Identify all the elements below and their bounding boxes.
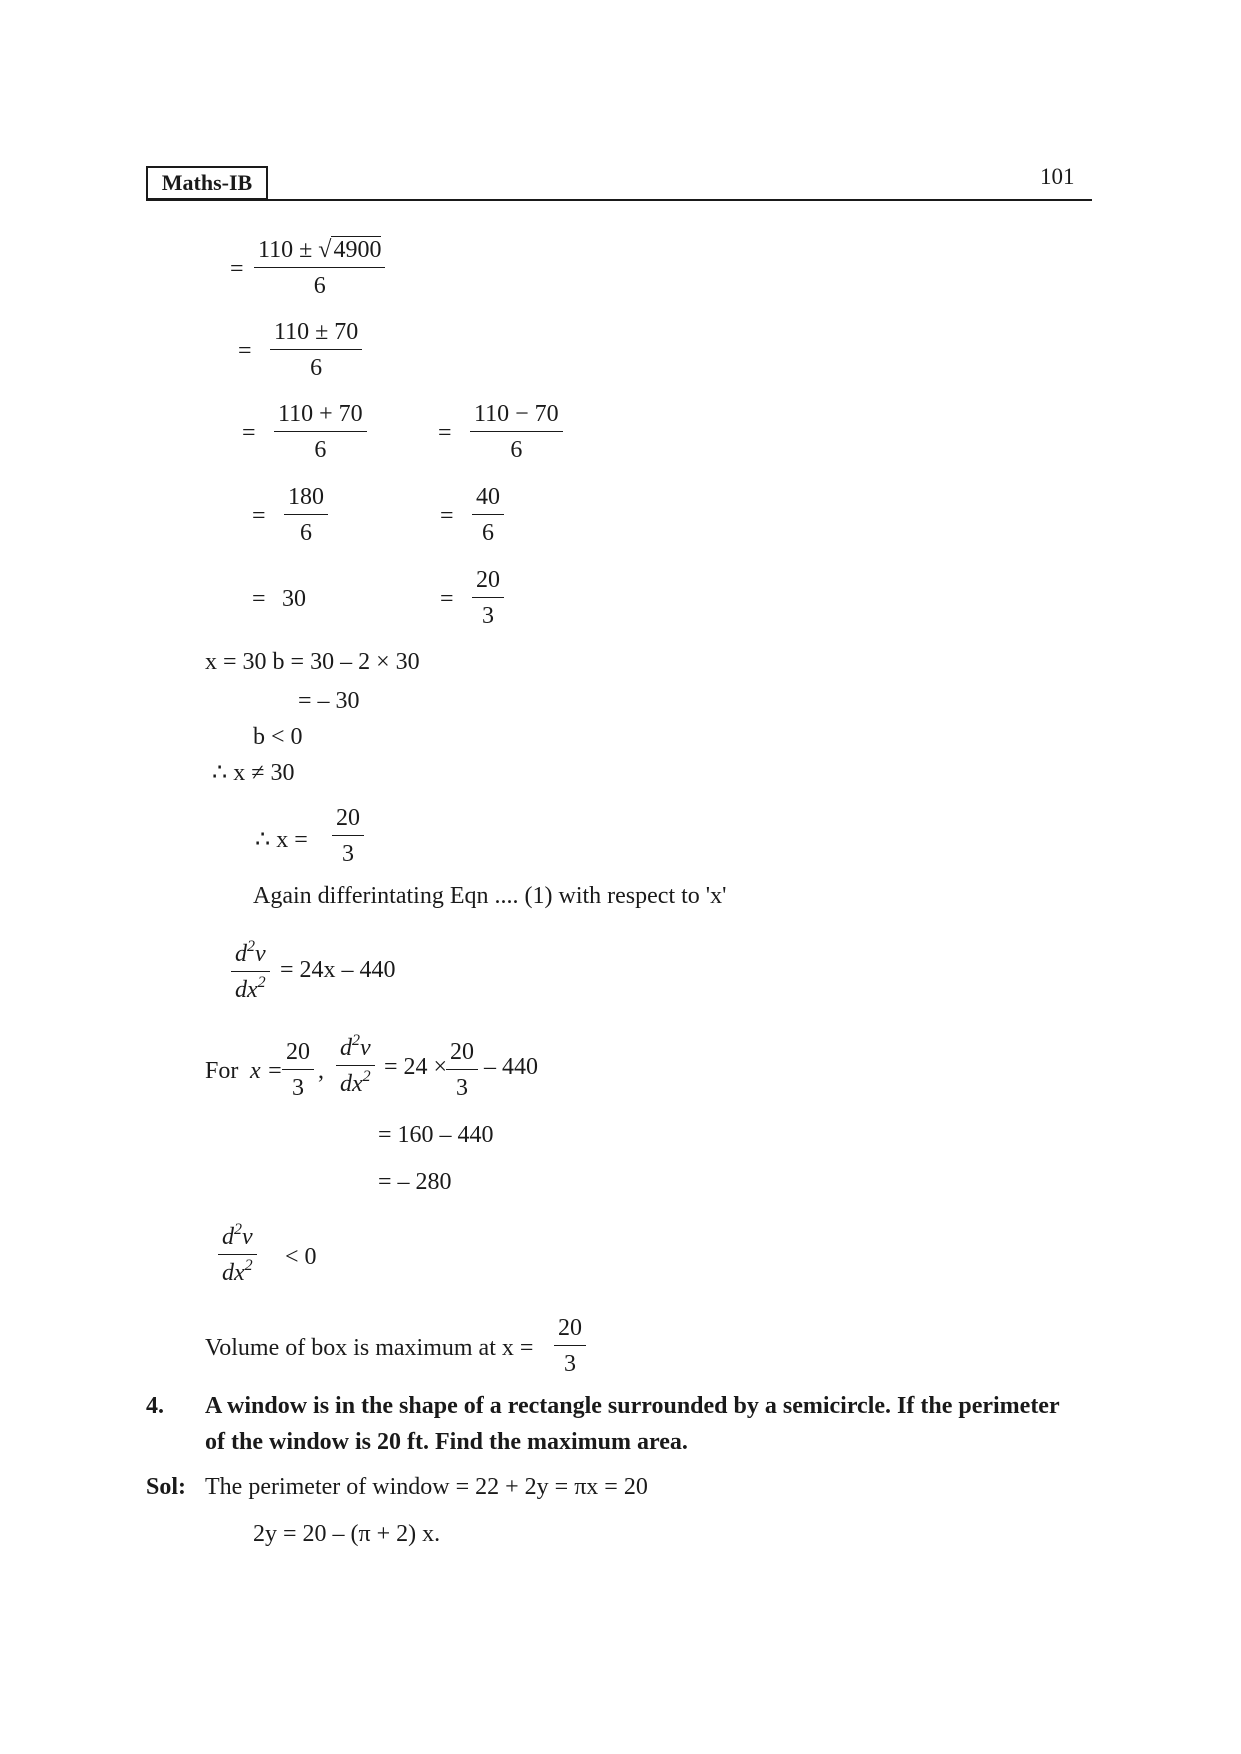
- dx-symbol: dx: [235, 977, 258, 1003]
- equals-sign: =: [242, 420, 256, 446]
- fraction: [270, 318, 362, 382]
- fraction: [282, 1038, 314, 1102]
- numerator: 180: [284, 483, 328, 515]
- equals-sign: =: [230, 256, 244, 282]
- exponent: 2: [257, 974, 266, 991]
- comma: ,: [318, 1058, 324, 1084]
- d-symbol: d: [340, 1035, 352, 1061]
- problem-number: 4.: [146, 1393, 164, 1419]
- d-symbol: d: [222, 1224, 234, 1250]
- solution-label: Sol:: [146, 1474, 187, 1500]
- equals-sign: =: [438, 420, 452, 446]
- v-symbol: v: [360, 1035, 371, 1061]
- x-equals: x =: [250, 1058, 283, 1084]
- check-line-2: = – 30: [298, 688, 360, 714]
- numerator: 110 + 70: [274, 400, 367, 432]
- v-symbol: v: [255, 941, 266, 967]
- result-text: Volume of box is maximum at x =: [205, 1335, 534, 1361]
- equals-sign: =: [440, 586, 454, 612]
- numerator: 20: [554, 1314, 586, 1346]
- numerator: 20: [282, 1038, 314, 1070]
- denominator: 6: [314, 437, 327, 463]
- denominator: 6: [310, 355, 323, 381]
- check-line-4: ∴ x ≠ 30: [212, 760, 295, 786]
- fraction: [472, 566, 504, 630]
- numerator: 40: [472, 483, 504, 515]
- page-number: 101: [1040, 164, 1075, 189]
- sqrt-icon: √: [318, 237, 332, 263]
- fraction: [472, 483, 504, 547]
- denominator: 6: [510, 437, 523, 463]
- denominator: 3: [564, 1351, 576, 1377]
- numerator: 110 − 70: [470, 400, 563, 432]
- subject-label: Maths-IB: [146, 166, 268, 200]
- denominator: 6: [300, 520, 312, 546]
- derivative-rhs: = 24x – 440: [280, 957, 396, 983]
- exponent: 2: [247, 938, 255, 955]
- second-derivative-fraction: [231, 940, 270, 1004]
- fraction: [446, 1038, 478, 1102]
- equals-sign: =: [252, 503, 266, 529]
- solution-line-2: 2y = 20 – (π + 2) x.: [253, 1521, 441, 1547]
- fraction: [554, 1314, 586, 1378]
- equals-sign: =: [252, 586, 266, 612]
- denominator: 3: [482, 603, 494, 629]
- equals-sign: =: [440, 503, 454, 529]
- radicand: 4900: [333, 237, 382, 263]
- problem-line-2: of the window is 20 ft. Find the maximum area.: [205, 1429, 688, 1455]
- fraction: [274, 400, 367, 464]
- denominator: 3: [292, 1075, 304, 1101]
- rhs-part-b: – 440: [484, 1054, 538, 1080]
- check-line-3: b < 0: [253, 724, 303, 750]
- solution-line-1: The perimeter of window = 22 + 2y = πx = 20: [205, 1474, 648, 1500]
- denominator: 3: [456, 1075, 468, 1101]
- check-line-1: x = 30 b = 30 – 2 × 30: [205, 649, 420, 675]
- step-2: = – 280: [378, 1169, 452, 1195]
- dx-symbol: dx: [222, 1260, 245, 1286]
- less-than-zero: < 0: [285, 1244, 317, 1270]
- problem-line-1: A window is in the shape of a rectangle surrounded by a semicircle. If the perimeter: [205, 1393, 1060, 1419]
- fraction: [332, 804, 364, 868]
- numerator: 110 ± 70: [270, 318, 362, 350]
- conclusion-x: ∴ x =: [255, 827, 308, 853]
- value-30: 30: [282, 586, 306, 612]
- exponent: 2: [244, 1257, 253, 1274]
- numerator-prefix: 110 ±: [258, 237, 319, 263]
- denominator: 6: [482, 520, 494, 546]
- numerator: 20: [472, 566, 504, 598]
- dx-symbol: dx: [340, 1071, 363, 1097]
- step-1: = 160 – 440: [378, 1122, 494, 1148]
- d-symbol: d: [235, 941, 247, 967]
- fraction: [284, 483, 328, 547]
- exponent: 2: [234, 1221, 242, 1238]
- numerator: 20: [446, 1038, 478, 1070]
- fraction-sqrt: [254, 236, 385, 300]
- intro-text: Again differintating Eqn .... (1) with respect to 'x': [253, 883, 727, 909]
- v-symbol: v: [242, 1224, 253, 1250]
- exponent: 2: [352, 1032, 360, 1049]
- denominator: 6: [313, 273, 326, 299]
- denominator: 3: [342, 841, 354, 867]
- for-label: For: [205, 1058, 239, 1084]
- second-derivative-fraction: [218, 1223, 257, 1287]
- equals-sign: =: [238, 338, 252, 364]
- rhs-part-a: = 24 ×: [384, 1054, 448, 1080]
- second-derivative-fraction: [336, 1034, 375, 1098]
- numerator: 20: [332, 804, 364, 836]
- fraction: [470, 400, 563, 464]
- header-rule: [146, 199, 1092, 201]
- exponent: 2: [362, 1068, 371, 1085]
